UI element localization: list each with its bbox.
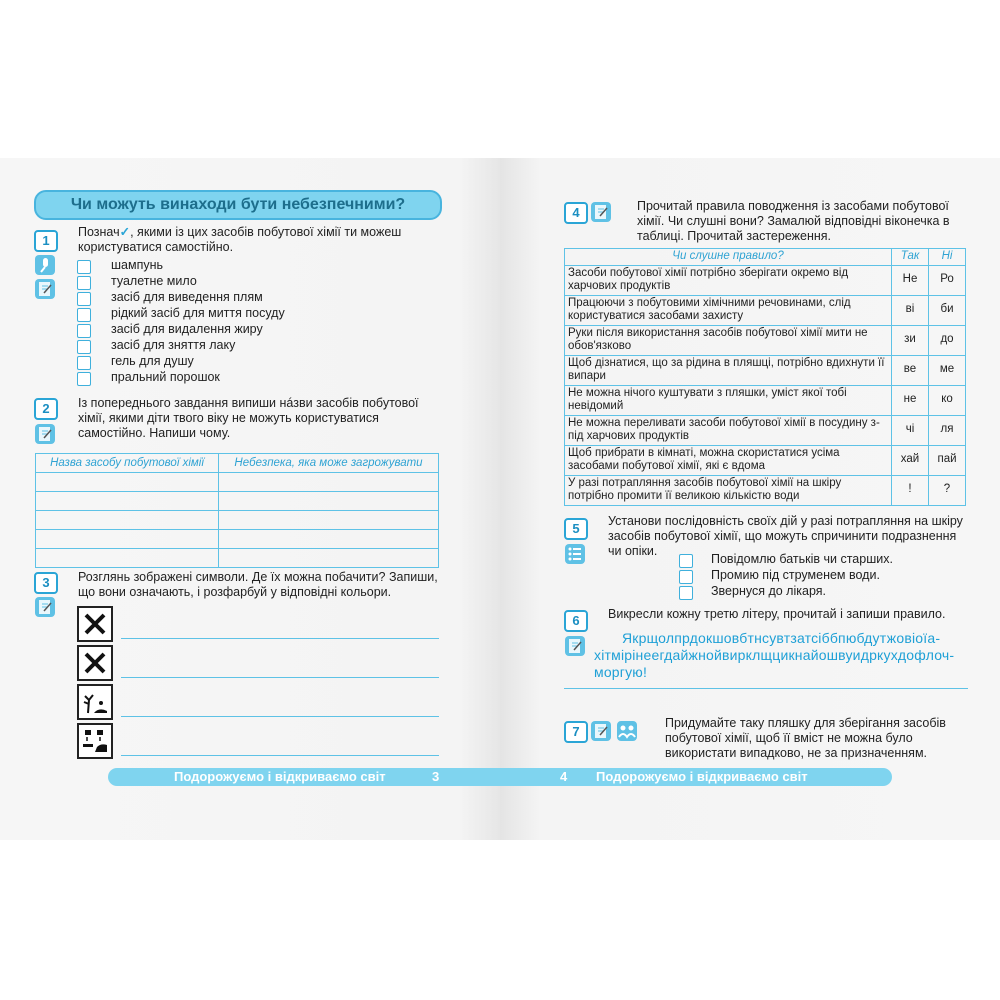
page-number: 4 (560, 769, 568, 784)
task-1-text-b: , якими із цих засобів побутової хімії ти можеш користуватися самостійно. (78, 225, 402, 254)
pencil-notebook-icon (35, 597, 55, 617)
page-title-text: Чи можуть винаходи бути небезпечними? (70, 196, 406, 213)
table-row (565, 385, 966, 415)
task-3-number: 3 (34, 572, 58, 594)
pencil-notebook-icon (591, 721, 611, 741)
task-1-text-a: Познач (78, 225, 120, 239)
rule-text: Щоб дізнатися, що за рідина в пляшці, потрібно вдихнути її випари (565, 355, 892, 385)
table-cell[interactable] (36, 492, 219, 511)
order-box[interactable] (679, 554, 693, 568)
task-1-number: 1 (34, 230, 58, 252)
checkbox[interactable] (77, 356, 91, 370)
no-cell[interactable]: ? (929, 475, 966, 505)
task-6-number: 6 (564, 610, 588, 632)
checkbox[interactable] (77, 292, 91, 306)
task-6-text: Викресли кожну третю літеру, прочитай і запиши правило. (608, 607, 946, 621)
no-cell[interactable]: до (929, 325, 966, 355)
checkbox[interactable] (77, 260, 91, 274)
table-cell[interactable] (219, 511, 439, 530)
list-item[interactable] (77, 290, 377, 306)
pencil-notebook-icon (35, 279, 55, 299)
list-item[interactable] (77, 338, 377, 354)
pencil-notebook-icon (565, 636, 585, 656)
yes-cell[interactable]: ві (892, 295, 929, 325)
list-item-label: гель для душу (111, 354, 194, 368)
list-item[interactable] (77, 354, 377, 370)
no-cell[interactable]: би (929, 295, 966, 325)
no-cell[interactable]: ля (929, 415, 966, 445)
table-header: Чи слушне правило? (565, 249, 892, 266)
page-title (34, 190, 442, 220)
list-item[interactable] (679, 568, 959, 584)
pencil-notebook-icon (591, 202, 611, 222)
task-2-number: 2 (34, 398, 58, 420)
rule-text: Щоб прибрати в кімнаті, можна скористатися усіма засобами побутової хімії, які є вдома (565, 445, 892, 475)
no-cell[interactable]: ме (929, 355, 966, 385)
table-header: Небезпека, яка може загрожувати (219, 454, 439, 473)
table-cell[interactable] (36, 530, 219, 549)
task-5-number: 5 (564, 518, 588, 540)
answer-line[interactable] (564, 688, 968, 689)
list-item[interactable] (77, 258, 377, 274)
list-item[interactable] (77, 322, 377, 338)
task-1-list (77, 258, 377, 386)
checkbox[interactable] (77, 340, 91, 354)
cipher-line-2: хітмірінеегдайжнойвирклщцикнайошвуидркухдофлоч- (594, 647, 955, 663)
rule-text: Руки після використання засобів побутової хімії мити не обов'язково (565, 325, 892, 355)
task-4-number: 4 (564, 202, 588, 224)
table-row (36, 511, 439, 530)
list-item-label: пральний порошок (111, 370, 220, 384)
table-cell[interactable] (36, 549, 219, 568)
list-item-label: засіб для зняття лаку (111, 338, 236, 352)
checkbox[interactable] (77, 308, 91, 322)
table-row (565, 475, 966, 505)
harmful-x-symbol-icon (77, 606, 113, 642)
right-footer (500, 768, 892, 786)
table-header: Ні (929, 249, 966, 266)
list-item-label: Промию під струменем води. (711, 568, 880, 582)
pencil-notebook-icon (35, 424, 55, 444)
table-row (565, 295, 966, 325)
table-row (36, 473, 439, 492)
task-4-text: Прочитай правила поводження із засобами побутової хімії. Чи слушні вони? Замалюй відповідні віконечка в таблиці. Прочитай застереження. (637, 199, 950, 243)
left-footer (108, 768, 500, 786)
cipher-line-1: Якрщолпрдокшовбтнсувтзатсіббпюбдутжовіоїа- (622, 630, 941, 646)
list-item-label: Повідомлю батьків чи старших. (711, 552, 893, 566)
footer-text: Подорожуємо і відкриваємо світ (596, 769, 808, 784)
task-4-table (564, 248, 966, 506)
table-cell[interactable] (219, 530, 439, 549)
checkbox[interactable] (77, 372, 91, 386)
rule-text: Працюючи з побутовими хімічними речовинами, слід користуватися засобами захисту (565, 295, 892, 325)
corrosive-hazard-icon (77, 723, 113, 759)
list-item-label: шампунь (111, 258, 164, 272)
answer-line[interactable] (121, 638, 439, 639)
yes-cell[interactable]: ве (892, 355, 929, 385)
list-item-label: засіб для виведення плям (111, 290, 263, 304)
table-row (36, 549, 439, 568)
table-row (36, 492, 439, 511)
environmental-hazard-icon (77, 684, 113, 720)
answer-line[interactable] (121, 677, 439, 678)
no-cell[interactable]: Ро (929, 265, 966, 295)
yes-cell[interactable]: не (892, 385, 929, 415)
yes-cell[interactable]: Не (892, 265, 929, 295)
ordered-list-icon (565, 544, 585, 564)
task-2-text: Із попереднього завдання випиши нáзви засобів побутової хімії, якими діти твого віку не можуть користуватися самостійно. Напиши чому. (78, 396, 419, 440)
group-work-icon (617, 721, 637, 741)
list-item-label: туалетне мило (111, 274, 197, 288)
table-row (565, 325, 966, 355)
rule-text: Засоби побутової хімії потрібно зберігати окремо від харчових продуктів (565, 265, 892, 295)
yes-cell[interactable]: ! (892, 475, 929, 505)
table-row (565, 445, 966, 475)
task-1-text (78, 225, 440, 255)
table-cell[interactable] (219, 473, 439, 492)
task-5-text: Установи послідовність своїх дій у разі потрапляння на шкіру засобів побутової хімії, що можуть спричинити подразнення чи опіки. (608, 514, 963, 558)
yes-cell[interactable]: хай (892, 445, 929, 475)
footer-text: Подорожуємо і відкриваємо світ (174, 769, 386, 784)
yes-cell[interactable]: чі (892, 415, 929, 445)
list-item[interactable] (77, 274, 377, 290)
table-cell[interactable] (36, 511, 219, 530)
task-7-number: 7 (564, 721, 588, 743)
rule-text: Не можна нічого куштувати з пляшки, уміст якої тобі невідомий (565, 385, 892, 415)
task-3-text: Розглянь зображені символи. Де їх можна побачити? Запиши, що вони означають, і розфарбуй у відповідні кольори. (78, 570, 438, 599)
table-row (36, 530, 439, 549)
yes-cell[interactable]: зи (892, 325, 929, 355)
order-box[interactable] (679, 586, 693, 600)
table-row (565, 415, 966, 445)
table-cell[interactable] (36, 473, 219, 492)
checkmark-icon: ✓ (119, 225, 131, 239)
irritant-x-symbol-icon (77, 645, 113, 681)
table-row (565, 355, 966, 385)
checkbox[interactable] (77, 276, 91, 290)
list-item-label: Звернуся до лікаря. (711, 584, 826, 598)
list-item[interactable] (77, 370, 377, 386)
order-box[interactable] (679, 570, 693, 584)
checkbox[interactable] (77, 324, 91, 338)
task-2-table (35, 453, 439, 568)
table-cell[interactable] (219, 549, 439, 568)
table-row (565, 265, 966, 295)
page-number: 3 (432, 769, 440, 784)
list-item[interactable] (679, 584, 959, 600)
task-5-list (679, 552, 959, 600)
answer-line[interactable] (121, 755, 439, 756)
no-cell[interactable]: пай (929, 445, 966, 475)
no-cell[interactable]: ко (929, 385, 966, 415)
table-cell[interactable] (219, 492, 439, 511)
list-item-label: засіб для видалення жиру (111, 322, 263, 336)
list-item[interactable] (679, 552, 959, 568)
list-item-label: рідкий засіб для миття посуду (111, 306, 285, 320)
list-item[interactable] (77, 306, 377, 322)
table-header: Назва засобу побутової хімії (36, 454, 219, 473)
microphone-icon (35, 255, 55, 275)
task-7-text: Придумайте таку пляшку для зберігання засобів побутової хімії, щоб її вміст не можна було використати випадково, не за призначенням. (665, 716, 946, 760)
rule-text: У разі потрапляння засобів побутової хімії на шкіру потрібно промити її великою кількістю води (565, 475, 892, 505)
answer-line[interactable] (121, 716, 439, 717)
rule-text: Не можна переливати засоби побутової хімії в посудину з-під харчових продуктів (565, 415, 892, 445)
table-header: Так (892, 249, 929, 266)
cipher-line-3: моргую! (594, 664, 648, 680)
